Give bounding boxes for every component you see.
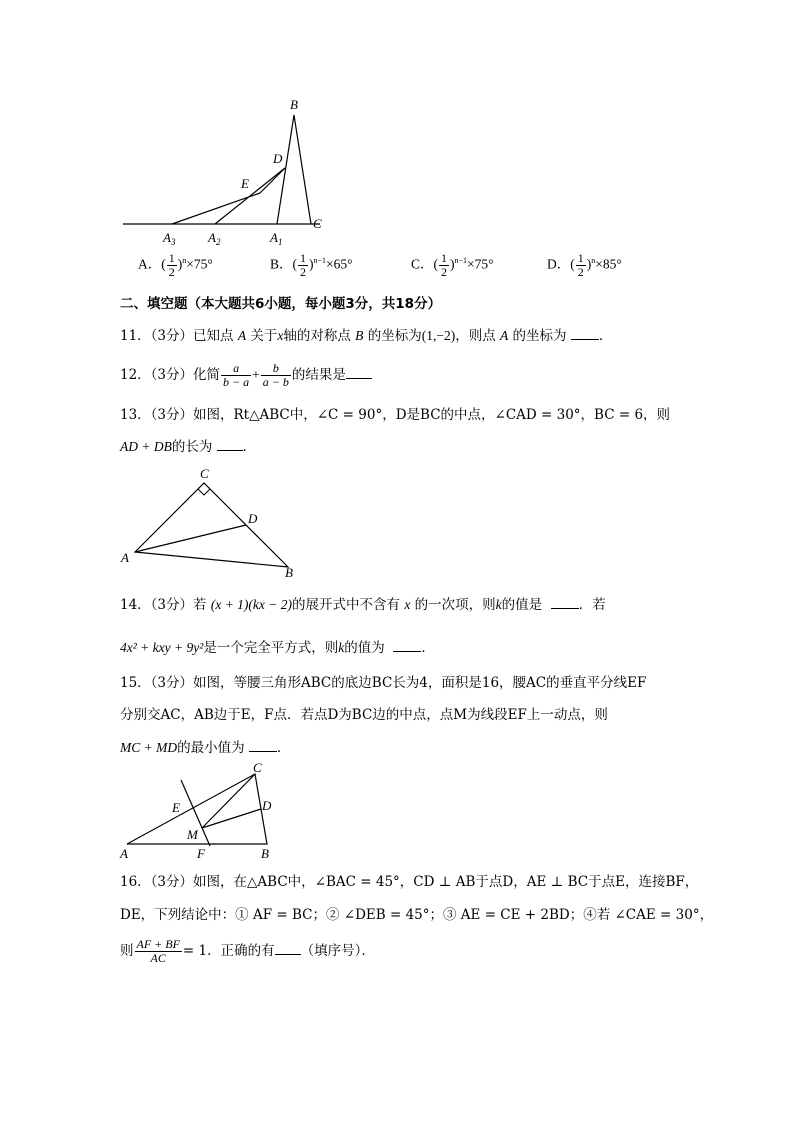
seg-b-c [294,115,311,224]
label-a2: $A_2$ [208,230,221,245]
question-16-line1: 16．（3分）如图，在△ABC中，∠BAC = 45°，CD ⊥ AB于点D，AE ⊥ BC于点E，连接BF， [120,874,699,890]
option-exponent: n−1 [313,256,327,266]
label-d: D [273,151,283,166]
option-b: B．( $\frac{1}{2}$ )$^{n-1}$×65° [270,251,353,279]
seg-e-d [260,168,285,193]
option-letter: A． [138,256,162,272]
question-14-line2: 4x² + kxy + 9y²是一个完全平方式，则k的值为 ． [120,637,435,658]
figure-q15 [115,762,285,862]
label-a1: $A_1$ [270,230,283,245]
svg-text:C: C [253,762,262,775]
label-e: E [241,176,249,191]
answer-blank[interactable] [275,940,301,955]
answer-blank[interactable] [551,594,579,609]
question-13-line2: AD + DB的长为 ． [120,436,256,457]
svg-text:A: A [120,846,128,861]
question-15-line1: 15．（3分）如图，等腰三角形ABC的底边BC长为4，面积是16，腰AC的垂直平分线EF [120,675,647,691]
option-letter: B． [270,256,293,272]
option-angle: ×75° [186,256,213,272]
label-b: B [290,97,298,112]
option-letter: D． [547,256,571,272]
option-a: A．( $\frac{1}{2}$ )$^n$×75° [138,251,213,279]
figure-q13 [115,465,305,580]
option-exponent: n [182,256,187,266]
question-16-line2: DE，下列结论中：① AF = BC；② ∠DEB = 45°；③ AE = CE + 2BD；④若 ∠CAE = 30°， [120,907,714,923]
option-c: C．( $\frac{1}{2}$ )$^{n-1}$×75° [411,251,494,279]
option-angle: ×85° [595,256,622,272]
question-14-line1: 14．（3分）若 (x + 1)(kx − 2)的展开式中不含有 x 的一次项，则k的值是 ．若 [120,594,606,615]
svg-text:M: M [187,827,198,842]
question-13-line1: 13．（3分）如图，Rt△ABC中，∠C = 90°，D是BC的中点，∠CAD = 30°，BC = 6，则 [120,407,671,423]
label-c: C [313,216,322,231]
option-d: D．( $\frac{1}{2}$ )$^n$×85° [547,251,622,279]
answer-blank[interactable] [249,737,277,752]
svg-text:A: A [121,550,129,565]
option-angle: ×65° [326,256,353,272]
svg-text:B: B [261,846,269,861]
question-15-line2: 分别交AC，AB边于E，F点．若点D为BC边的中点，点M为线段EF上一动点，则 [120,707,608,723]
svg-text:D: D [248,511,258,526]
section-title: 二、填空题（本大题共6小题，每小题3分，共18分） [120,296,442,312]
seg-a3-e [172,193,260,224]
question-15-line3: MC + MD的最小值为 ． [120,737,290,758]
answer-blank[interactable] [217,436,243,451]
question-16-line3: 则 $\frac{AF + BF}{AC}$ = 1．正确的有 （填序号）． [120,937,375,965]
option-angle: ×75° [467,256,494,272]
answer-blank[interactable] [571,325,599,340]
question-11: 11．（3分）已知点 A 关于x轴的对称点 B 的坐标为(1,−2)，则点 A 的坐标为 ． [120,325,612,346]
svg-text:C: C [200,466,209,481]
seg-a1-b [277,115,294,224]
option-exponent: n [591,256,596,266]
svg-text:E: E [172,800,180,815]
option-letter: C． [411,256,434,272]
svg-text:F: F [197,846,205,861]
figure-angles [115,95,345,245]
svg-text:D: D [262,798,272,813]
option-exponent: n−1 [454,256,468,266]
label-a3: $A_3$ [163,230,176,245]
svg-text:B: B [285,565,293,580]
question-12: 12．（3分）化简 $\frac{a}{b - a}$ + $\frac{b}{a - b}$ 的结果是 [120,360,372,390]
answer-blank[interactable] [346,364,372,379]
answer-blank[interactable] [393,637,421,652]
